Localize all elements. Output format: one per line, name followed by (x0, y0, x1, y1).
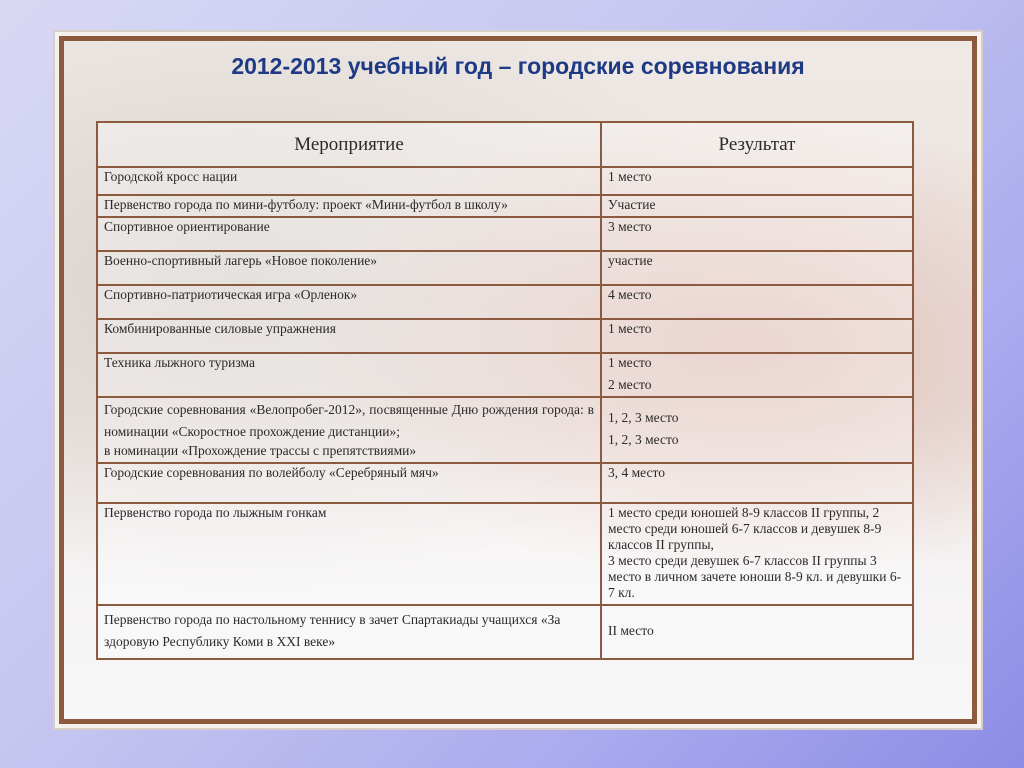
result-cell (601, 353, 913, 397)
event-cell: Городские соревнования по волейболу «Серебряный мяч» (97, 463, 601, 503)
result-line: 1, 2, 3 место (608, 432, 679, 447)
table-row (97, 285, 913, 319)
slide-frame (59, 36, 977, 724)
table-row (97, 217, 913, 251)
event-cell: Спортивное ориентирование (97, 217, 601, 251)
slide (53, 30, 983, 730)
table-row (97, 319, 913, 353)
result-cell: 3, 4 место (601, 463, 913, 503)
result-line: 1 место (608, 355, 652, 370)
event-cell: Комбинированные силовые упражнения (97, 319, 601, 353)
event-cell: Спортивно-патриотическая игра «Орленок» (97, 285, 601, 319)
result-cell: 4 место (601, 285, 913, 319)
result-cell: участие (601, 251, 913, 285)
result-cell: II место (601, 605, 913, 659)
result-cell: 1 место (601, 167, 913, 195)
result-line: 1, 2, 3 место (608, 410, 679, 425)
result-line: 3 место среди девушек 6-7 классов II группы 3 место в личном зачете юноши 8-9 кл. и девушки 6-7 кл. (608, 553, 902, 600)
table-row (97, 463, 913, 503)
header-result: Результат (601, 122, 913, 167)
event-cell: Городской кросс нации (97, 167, 601, 195)
table-row (97, 167, 913, 195)
table-row (97, 397, 913, 463)
event-line: в номинации «Прохождение трассы с препятствиями» (104, 443, 417, 458)
result-line: 2 место (608, 377, 652, 392)
event-cell (97, 397, 601, 463)
event-line: Городские соревнования «Велопробег-2012», посвященные Дню рождения города: в номинации «Скоростное прохождение дистанции»; (104, 402, 594, 439)
table-row (97, 605, 913, 659)
result-line: 1 место среди юношей 8-9 классов II группы, 2 место среди юношей 6-7 классов и девушек 8-9 классов II группы, (608, 505, 882, 552)
result-cell (601, 503, 913, 605)
table-row (97, 353, 913, 397)
result-cell: Участие (601, 195, 913, 217)
result-cell (601, 397, 913, 463)
event-cell: Техника лыжного туризма (97, 353, 601, 397)
results-table (96, 121, 914, 660)
header-event: Мероприятие (97, 122, 601, 167)
event-cell: Первенство города по мини-футболу: проект «Мини-футбол в школу» (97, 195, 601, 217)
table-row (97, 503, 913, 605)
table-header-row (97, 122, 913, 167)
event-cell: Первенство города по настольному теннису в зачет Спартакиады учащихся «За здоровую Республику Коми в XXI веке» (97, 605, 601, 659)
table-row (97, 195, 913, 217)
event-cell: Первенство города по лыжным гонкам (97, 503, 601, 605)
result-cell: 3 место (601, 217, 913, 251)
result-cell: 1 место (601, 319, 913, 353)
table-row (97, 251, 913, 285)
page-title: 2012-2013 учебный год – городские соревнования (231, 53, 805, 79)
event-cell: Военно-спортивный лагерь «Новое поколение» (97, 251, 601, 285)
